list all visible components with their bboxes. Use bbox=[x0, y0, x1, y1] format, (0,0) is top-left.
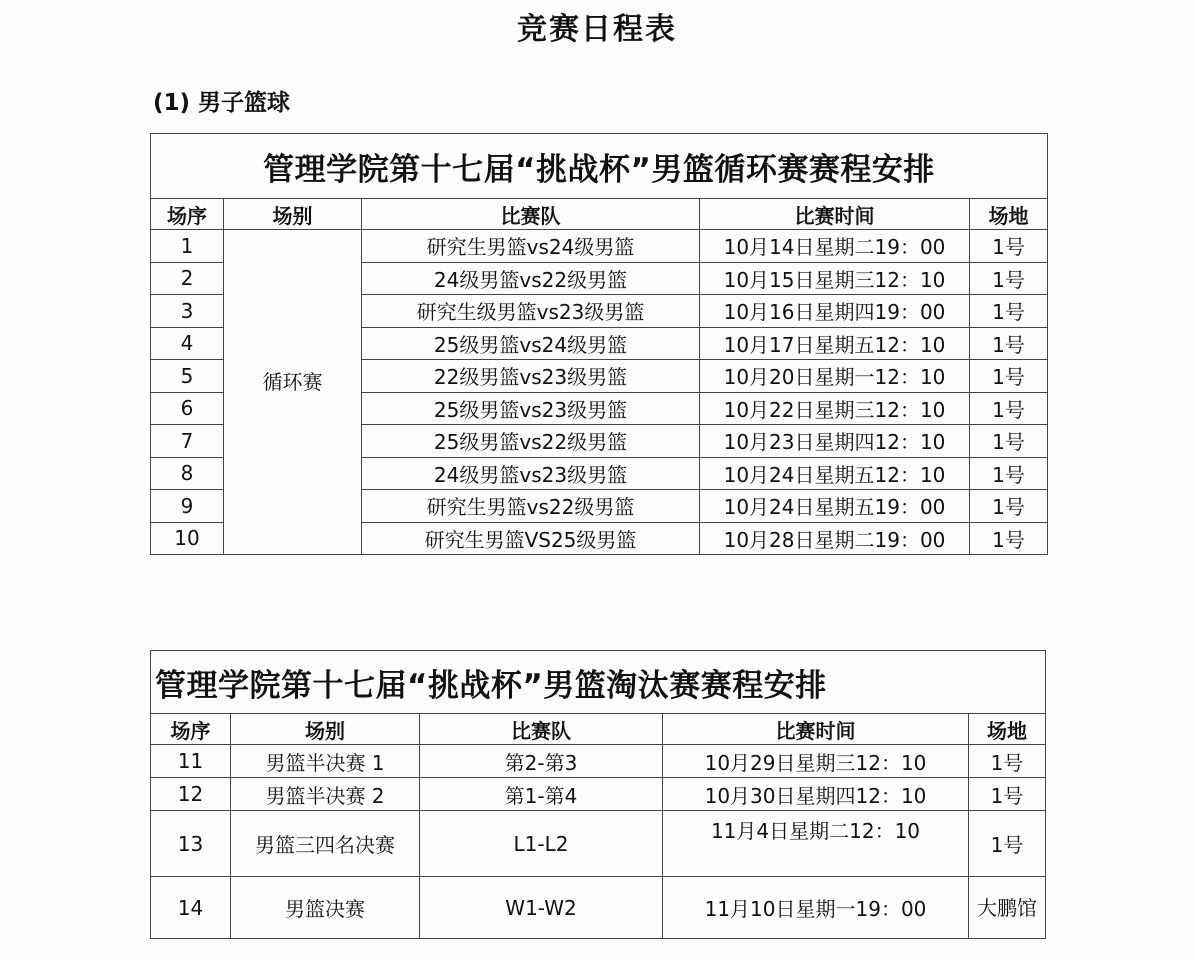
match-teams: 研究生男篮vs22级男篮 bbox=[362, 490, 700, 523]
match-teams: 研究生男篮vs24级男篮 bbox=[362, 230, 700, 263]
header-venue: 场地 bbox=[969, 714, 1046, 745]
match-order: 4 bbox=[151, 327, 224, 360]
table-row bbox=[151, 778, 1046, 811]
section-title: (1) 男子篮球 bbox=[153, 90, 291, 116]
header-teams: 比赛队 bbox=[362, 199, 700, 230]
match-order: 10 bbox=[151, 522, 224, 555]
match-venue: 1号 bbox=[970, 457, 1048, 490]
match-time: 10月14日星期二19：00 bbox=[700, 230, 970, 263]
match-time: 10月30日星期四12：10 bbox=[663, 778, 969, 811]
match-stage: 男篮决赛 bbox=[231, 877, 420, 939]
match-time: 10月23日星期四12：10 bbox=[700, 425, 970, 458]
match-time: 10月20日星期一12：10 bbox=[700, 360, 970, 393]
stage-label: 循环赛 bbox=[262, 369, 323, 394]
match-time: 10月29日星期三12：10 bbox=[663, 745, 969, 778]
match-order: 6 bbox=[151, 392, 224, 425]
match-teams: 研究生男篮VS25级男篮 bbox=[362, 522, 700, 555]
header-venue: 场地 bbox=[970, 199, 1048, 230]
match-stage: 男篮半决赛 2 bbox=[231, 778, 420, 811]
match-order: 11 bbox=[151, 745, 231, 778]
match-order: 2 bbox=[151, 262, 224, 295]
match-time: 10月24日星期五19：00 bbox=[700, 490, 970, 523]
match-teams: W1-W2 bbox=[420, 877, 663, 939]
stage-cell bbox=[224, 230, 362, 555]
match-teams: 24级男篮vs22级男篮 bbox=[362, 262, 700, 295]
match-venue: 1号 bbox=[970, 392, 1048, 425]
match-order: 3 bbox=[151, 295, 224, 328]
table-row bbox=[151, 230, 1048, 263]
table-row bbox=[151, 811, 1046, 877]
match-time: 10月16日星期四19：00 bbox=[700, 295, 970, 328]
match-order: 9 bbox=[151, 490, 224, 523]
header-stage: 场别 bbox=[231, 714, 420, 745]
match-order: 8 bbox=[151, 457, 224, 490]
match-time: 10月24日星期五12：10 bbox=[700, 457, 970, 490]
match-teams: 第2-第3 bbox=[420, 745, 663, 778]
match-order: 1 bbox=[151, 230, 224, 263]
match-venue: 1号 bbox=[970, 522, 1048, 555]
match-stage: 男篮三四名决赛 bbox=[231, 811, 420, 877]
match-time: 11月10日星期一19：00 bbox=[663, 877, 969, 939]
match-order: 5 bbox=[151, 360, 224, 393]
match-time: 10月17日星期五12：10 bbox=[700, 327, 970, 360]
match-teams: 25级男篮vs22级男篮 bbox=[362, 425, 700, 458]
header-teams: 比赛队 bbox=[420, 714, 663, 745]
match-venue: 1号 bbox=[969, 745, 1046, 778]
match-venue: 1号 bbox=[970, 360, 1048, 393]
match-time: 11月4日星期二12：10 bbox=[663, 811, 969, 877]
header-time: 比赛时间 bbox=[663, 714, 969, 745]
match-venue: 1号 bbox=[970, 425, 1048, 458]
match-teams: L1-L2 bbox=[420, 811, 663, 877]
knockout-banner: 管理学院第十七届“挑战杯”男篮淘汰赛赛程安排 bbox=[151, 651, 1046, 714]
match-teams: 25级男篮vs24级男篮 bbox=[362, 327, 700, 360]
match-teams: 24级男篮vs23级男篮 bbox=[362, 457, 700, 490]
match-time: 10月15日星期三12：10 bbox=[700, 262, 970, 295]
match-venue: 1号 bbox=[969, 811, 1046, 877]
match-venue: 1号 bbox=[970, 262, 1048, 295]
match-venue: 1号 bbox=[970, 327, 1048, 360]
header-order: 场序 bbox=[151, 714, 231, 745]
match-time: 10月22日星期三12：10 bbox=[700, 392, 970, 425]
header-order: 场序 bbox=[151, 199, 224, 230]
table-row bbox=[151, 745, 1046, 778]
knockout-table bbox=[150, 650, 1046, 939]
round-robin-banner: 管理学院第十七届“挑战杯”男篮循环赛赛程安排 bbox=[151, 134, 1048, 199]
match-teams: 25级男篮vs23级男篮 bbox=[362, 392, 700, 425]
match-order: 7 bbox=[151, 425, 224, 458]
match-teams: 22级男篮vs23级男篮 bbox=[362, 360, 700, 393]
table-row bbox=[151, 877, 1046, 939]
match-teams: 第1-第4 bbox=[420, 778, 663, 811]
match-order: 14 bbox=[151, 877, 231, 939]
match-stage: 男篮半决赛 1 bbox=[231, 745, 420, 778]
match-time: 10月28日星期二19：00 bbox=[700, 522, 970, 555]
match-venue: 1号 bbox=[970, 230, 1048, 263]
match-venue: 大鹏馆 bbox=[969, 877, 1046, 939]
round-robin-table bbox=[150, 133, 1048, 555]
match-order: 12 bbox=[151, 778, 231, 811]
match-venue: 1号 bbox=[970, 295, 1048, 328]
match-venue: 1号 bbox=[969, 778, 1046, 811]
header-time: 比赛时间 bbox=[700, 199, 970, 230]
match-order: 13 bbox=[151, 811, 231, 877]
header-stage: 场别 bbox=[224, 199, 362, 230]
document-title: 竞赛日程表 bbox=[517, 12, 677, 47]
match-venue: 1号 bbox=[970, 490, 1048, 523]
match-teams: 研究生级男篮vs23级男篮 bbox=[362, 295, 700, 328]
